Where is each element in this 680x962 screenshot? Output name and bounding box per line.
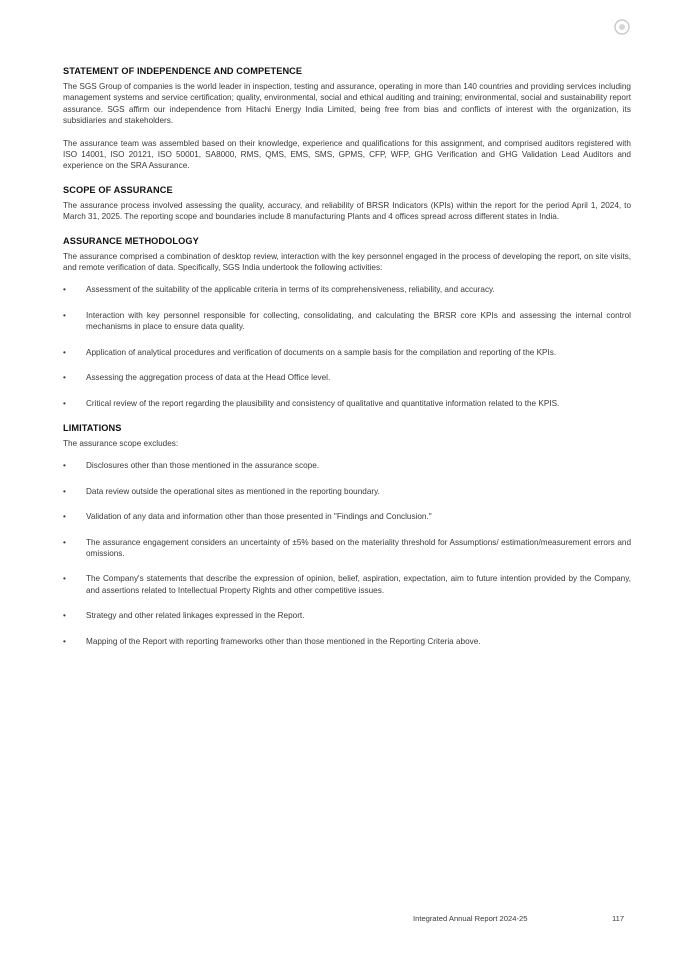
methodology-paragraph: The assurance comprised a combination of desktop review, interaction with the key personnel engaged in the process of developing the report, on site visits, and remote verification of data. Specifically, SGS India undertook the following activities:	[63, 251, 631, 273]
limitations-section	[63, 423, 631, 647]
list-item	[63, 486, 631, 497]
independence-paragraph-2: The assurance team was assembled based on their knowledge, experience and qualifications for this assignment, and comprised auditors registered with ISO 14001, ISO 20121, ISO 50001, SA8000, RMS, QMS, EMS, SMS, GPMS, CFP, WFP, GHG Verification and GHG Validation Lead Auditors and experience on the SRA Assurance.	[63, 138, 631, 171]
independence-paragraph-1: The SGS Group of companies is the world leader in inspection, testing and assurance, operating in more than 140 countries and providing services including management systems and service certification; quality, environmental, social and ethical auditing and training; environmental, social and sustainability report assurance. SGS affirm our independence from Hitachi Energy India Limited, being free from bias and conflicts of interest with the organization, its subsidiaries and stakeholders.	[63, 82, 631, 126]
list-item	[63, 537, 631, 560]
list-item	[63, 347, 631, 358]
methodology-list	[63, 284, 631, 408]
list-item-text: Validation of any data and information other than those presented in "Findings and Conclusion."	[86, 512, 432, 522]
list-item-text: Data review outside the operational sites as mentioned in the reporting boundary.	[86, 486, 380, 496]
list-item-text: The assurance engagement considers an uncertainty of ±5% based on the materiality threshold for Assumptions/ estimation/measurement errors and omissions.	[86, 537, 631, 558]
list-item-text: Critical review of the report regarding the plausibility and consistency of qualitative and quantitative information related to the KPIS.	[86, 398, 560, 408]
independence-section	[63, 66, 631, 172]
list-item	[63, 372, 631, 383]
bullet-icon: •	[63, 537, 66, 547]
scope-section	[63, 185, 631, 223]
list-item-text: Assessment of the suitability of the applicable criteria in terms of its comprehensiveness, reliability, and accuracy.	[86, 285, 495, 295]
bullet-icon: •	[63, 398, 66, 408]
list-item	[63, 284, 631, 295]
list-item	[63, 511, 631, 522]
bullet-icon: •	[63, 611, 66, 621]
report-title: Integrated Annual Report 2024-25	[413, 914, 528, 923]
list-item-text: Assessing the aggregation process of data at the Head Office level.	[86, 373, 331, 383]
scope-heading: SCOPE OF ASSURANCE	[63, 184, 173, 195]
bullet-icon: •	[63, 373, 66, 383]
list-item-text: The Company's statements that describe the expression of opinion, belief, aspiration, expectation, aim to future intention provided by the Company, and assertions related to Intellectual Property Rights and other competitive issues.	[86, 574, 631, 595]
methodology-section	[63, 236, 631, 409]
limitations-list	[63, 460, 631, 647]
list-item	[63, 573, 631, 596]
list-item	[63, 610, 631, 621]
list-item-text: Disclosures other than those mentioned in the assurance scope.	[86, 461, 320, 471]
bullet-icon: •	[63, 347, 66, 357]
scope-paragraph: The assurance process involved assessing the quality, accuracy, and reliability of BRSR Indicators (KPIs) within the report for the period April 1, 2024, to March 31, 2025. The reporting scope and boundaries include 8 manufacturing Plants and 4 offices spread across different states in India.	[63, 200, 631, 222]
report-content	[63, 66, 631, 661]
limitations-heading: LIMITATIONS	[63, 422, 122, 433]
list-item	[63, 636, 631, 647]
methodology-heading: ASSURANCE METHODOLOGY	[63, 235, 199, 246]
list-item-text: Strategy and other related linkages expressed in the Report.	[86, 611, 305, 621]
bullet-icon: •	[63, 486, 66, 496]
list-item-text: Mapping of the Report with reporting frameworks other than those mentioned in the Reporting Criteria above.	[86, 636, 481, 646]
page-number: 117	[612, 914, 625, 923]
bullet-icon: •	[63, 310, 66, 320]
bullet-icon: •	[63, 636, 66, 646]
independence-heading: STATEMENT OF INDEPENDENCE AND COMPETENCE	[63, 66, 303, 76]
list-item-text: Application of analytical procedures and verification of documents on a sample basis for the compilation and reporting of the KPIs.	[86, 347, 557, 357]
limitations-paragraph: The assurance scope excludes:	[63, 438, 179, 448]
list-item-text: Interaction with key personnel responsible for collecting, consolidating, and calculating the BRSR core KPIs and assessing the internal control mechanisms in place to ensure data quality.	[86, 310, 631, 332]
bullet-icon: •	[63, 461, 66, 471]
bullet-icon: •	[63, 285, 66, 295]
list-item	[63, 460, 631, 471]
circle-logo-icon	[612, 17, 632, 37]
bullet-icon: •	[63, 574, 66, 584]
bullet-icon: •	[63, 512, 66, 522]
list-item	[63, 398, 631, 409]
list-item	[63, 310, 631, 333]
